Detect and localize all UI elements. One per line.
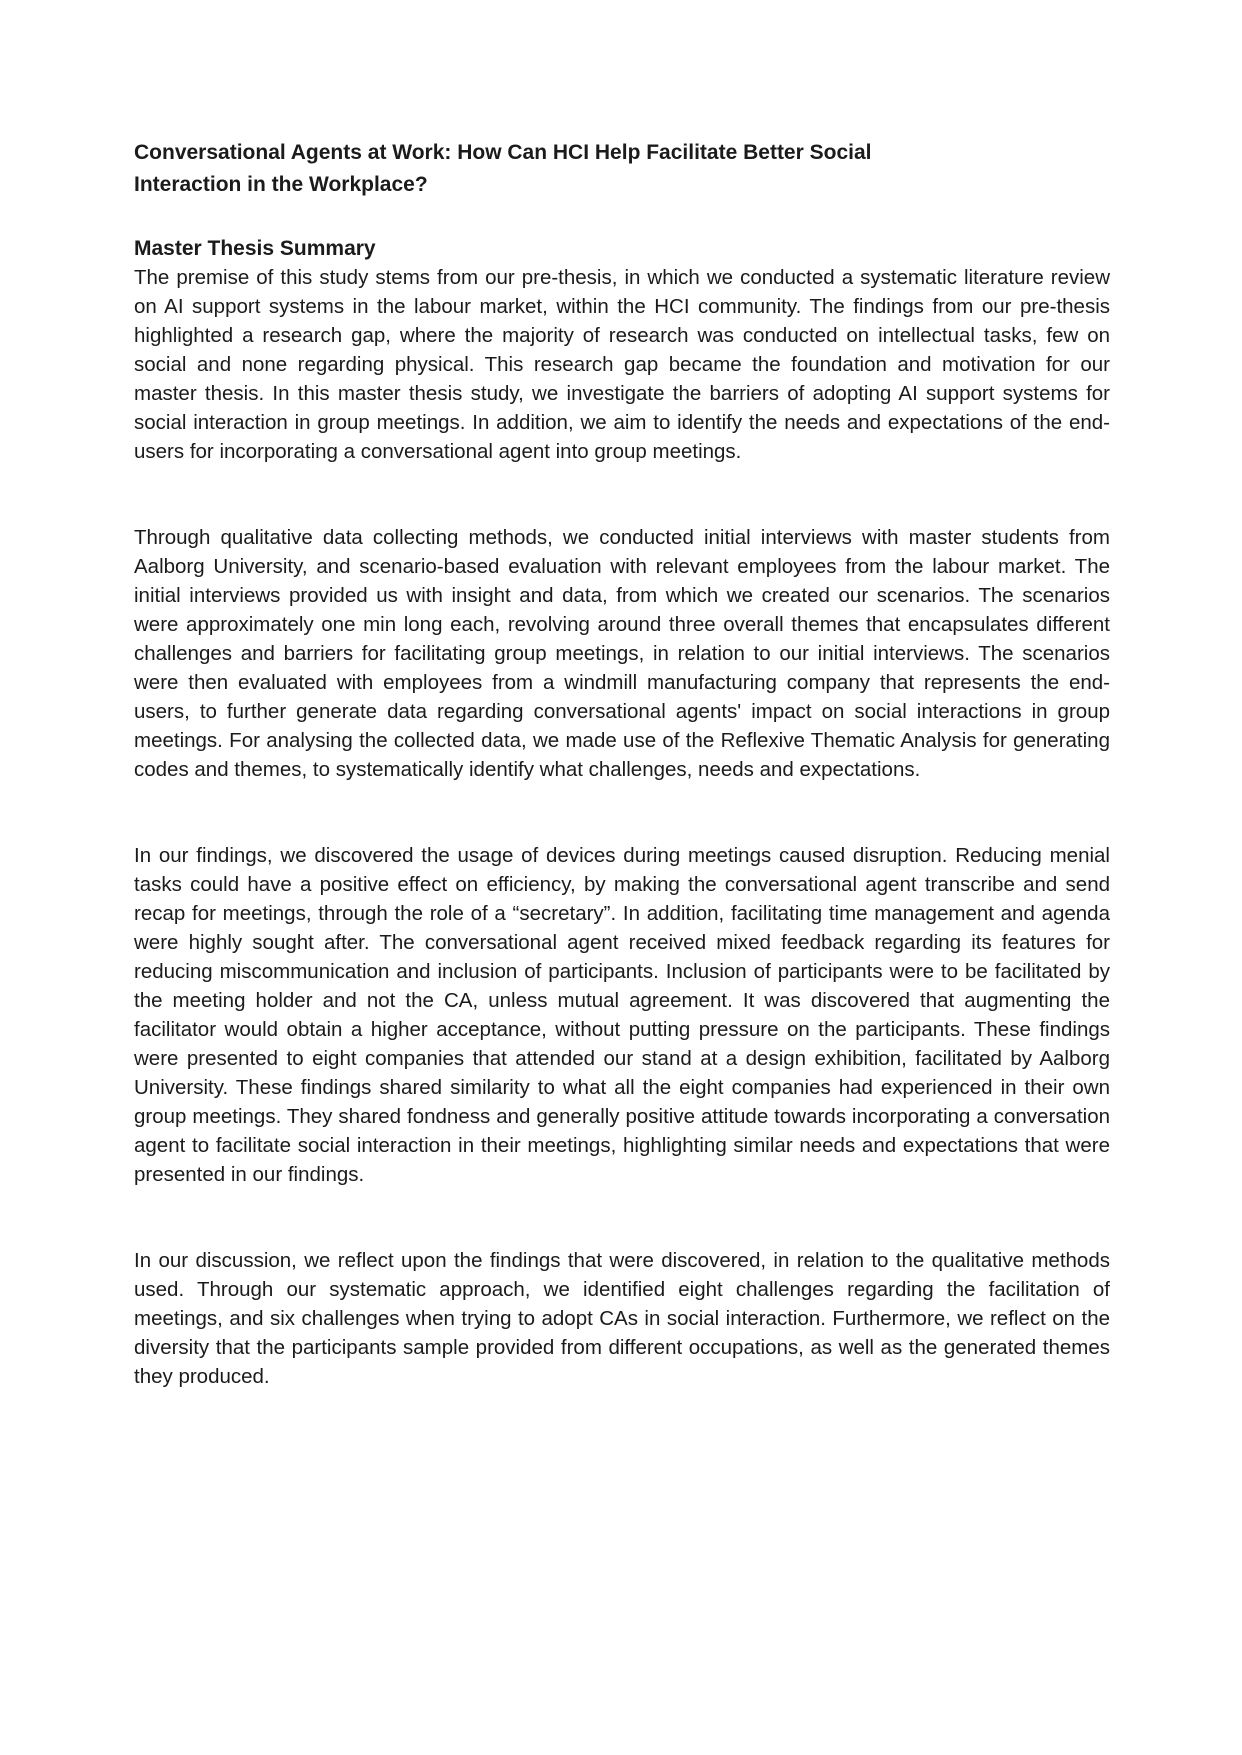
summary-body <box>134 263 1110 1391</box>
summary-paragraph-discussion: In our discussion, we reflect upon the findings that were discovered, in relation to the qualitative methods used. Through our systematic approach, we identified eight challenges regarding the facilitation of meetings, and six challenges when trying to adopt CAs in social interaction. Furthermore, we reflect on the diversity that the participants sample provided from different occupations, as well as the generated themes they produced. <box>134 1249 1110 1388</box>
section-heading: Master Thesis Summary <box>134 237 376 260</box>
document-title-line-1: Conversational Agents at Work: How Can HCI Help Facilitate Better Social <box>134 141 872 164</box>
document-title-line-2: Interaction in the Workplace? <box>134 173 428 196</box>
summary-paragraph-findings: In our findings, we discovered the usage of devices during meetings caused disruption. Reducing menial tasks could have a positive effect on efficiency, by making the conversational agent transcribe and send recap for meetings, through the role of a “secretary”. In addition, facilitating time management and agenda were highly sought after. The conversational agent received mixed feedback regarding its features for reducing miscommunication and inclusion of participants. Inclusion of participants were to be facilitated by the meeting holder and not the CA, unless mutual agreement. It was discovered that augmenting the facilitator would obtain a higher acceptance, without putting pressure on the participants. These findings were presented to eight companies that attended our stand at a design exhibition, facilitated by Aalborg University. These findings shared similarity to what all the eight companies had experienced in their own group meetings. They shared fondness and generally positive attitude towards incorporating a conversation agent to facilitate social interaction in their meetings, highlighting similar needs and expectations that were presented in our findings. <box>134 844 1110 1186</box>
summary-paragraph-premise: The premise of this study stems from our pre-thesis, in which we conducted a systematic literature review on AI support systems in the labour market, within the HCI community. The findings from our pre-thesis highlighted a research gap, where the majority of research was conducted on intellectual tasks, few on social and none regarding physical. This research gap became the foundation and motivation for our master thesis. In this master thesis study, we investigate the barriers of adopting AI support systems for social interaction in group meetings. In addition, we aim to identify the needs and expectations of the end-users for incorporating a conversational agent into group meetings. <box>134 266 1110 463</box>
document-title <box>134 137 1110 201</box>
summary-paragraph-methods: Through qualitative data collecting methods, we conducted initial interviews with master students from Aalborg University, and scenario-based evaluation with relevant employees from the labour market. The initial interviews provided us with insight and data, from which we created our scenarios. The scenarios were approximately one min long each, revolving around three overall themes that encapsulates different challenges and barriers for facilitating group meetings, in relation to our initial interviews. The scenarios were then evaluated with employees from a windmill manufacturing company that represents the end-users, to further generate data regarding conversational agents' impact on social interactions in group meetings. For analysing the collected data, we made use of the Reflexive Thematic Analysis for generating codes and themes, to systematically identify what challenges, needs and expectations. <box>134 526 1110 781</box>
